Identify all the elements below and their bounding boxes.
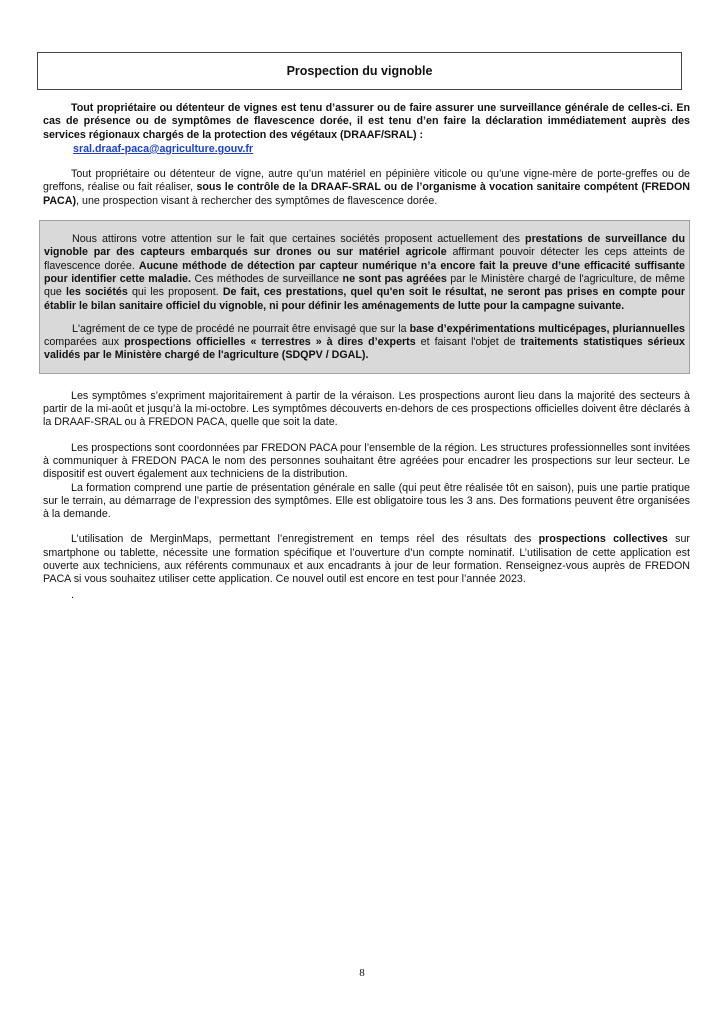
paragraph-training: La formation comprend une partie de présentation générale en salle (qui peut être réalisée tôt en saison), puis une partie pratique sur le terrain, au démarrage de l’expression des symptômes. Elle est obligatoire tous les 3 ans. Des formations peuvent être organisées à la demande. <box>43 481 690 521</box>
page-number: 8 <box>359 967 365 979</box>
trailing-dot: . <box>71 588 74 601</box>
document-body <box>43 102 690 602</box>
section-title: Prospection du vignoble <box>286 64 433 78</box>
warning-notice-box <box>39 220 690 374</box>
section-title-box <box>37 52 682 90</box>
paragraph-symptoms-timing: Les symptômes s’expriment majoritairement à partir de la véraison. Les prospections auront lieu dans la majorité des secteurs à partir de la mi-août et jusqu’à la mi-octobre. Les symptômes découverts en-dehors de ces prospections officielles doivent être déclarés à la DRAAF-SRAL ou à FREDON PACA, quelle que soit la date. <box>43 389 690 429</box>
paragraph-coordination: Les prospections sont coordonnées par FREDON PACA pour l’ensemble de la région. Les structures professionnelles sont invitées à communiquer à FREDON PACA le nom des personnes souhaitant être agréées pour encadrer les prospections sur leur secteur. Le dispositif est ouvert également aux techniciens de la distribution. <box>43 441 690 481</box>
notice-paragraph-agrement: L'agrément de ce type de procédé ne pourrait être envisagé que sur la base d’expérimentations multicépages, pluriannuelles comparées aux prospections officielles « terrestres » à dires d’experts et faisant l'objet de traitements statistiques sérieux validés par le Ministère chargé de l'agriculture (SDQPV / DGAL). <box>44 322 685 362</box>
paragraph-merginmaps: L’utilisation de MerginMaps, permettant l’enregistrement en temps réel des résultats des prospections collectives sur smartphone ou tablette, nécessite une formation spécifique et l’ouverture d’un compte nominatif. L’utilisation de cette application est ouverte aux techniciens, aux référents communaux et aux encadrants à jour de leur formation. Renseignez-vous auprès de FREDON PACA si vous souhaitez utiliser cette application. Ce nouvel outil est encore en test pour l’année 2023. <box>43 533 690 586</box>
notice-paragraph-drones: Nous attirons votre attention sur le fait que certaines sociétés proposent actuellement des prestations de surveillance du vignoble par des capteurs embarqués sur drones ou sur matériel agricole affirmant pouvoir détecter les ceps atteints de flavescence dorée. Aucune méthode de détection par capteur numérique n’a encore fait la preuve d’une efficacité suffisante pour identifier cette maladie. Ces méthodes de surveillance ne sont pas agréées par le Ministère chargé de l'agriculture, de même que les sociétés qui les proposent. De fait, ces prestations, quel qu'en soit le résultat, ne seront pas prises en compte pour établir le bilan sanitaire officiel du vignoble, ni pour définir les aménagements de lutte pour la campagne suivante. <box>44 233 686 312</box>
paragraph-declaration: Tout propriétaire ou détenteur de vignes est tenu d’assurer ou de faire assurer une surveillance générale de celles-ci. En cas de présence ou de symptômes de flavescence dorée, il est tenu d’en faire la déclaration immédiatement auprès des services régionaux chargés de la protection des végétaux (DRAAF/SRAL) : <box>43 102 690 141</box>
email-line <box>43 143 690 156</box>
email-link[interactable]: sral.draaf-paca@agriculture.gouv.fr <box>73 142 254 155</box>
paragraph-prospection-obligation: Tout propriétaire ou détenteur de vigne, autre qu’un matériel en pépinière viticole ou qu’une vigne-mère de porte-greffes ou de greffons, réalise ou fait réaliser, sous le contrôle de la DRAAF-SRAL ou de l’organisme à vocation sanitaire compétent (FREDON PACA), une prospection visant à rechercher des symptômes de flavescence dorée. <box>43 168 691 207</box>
